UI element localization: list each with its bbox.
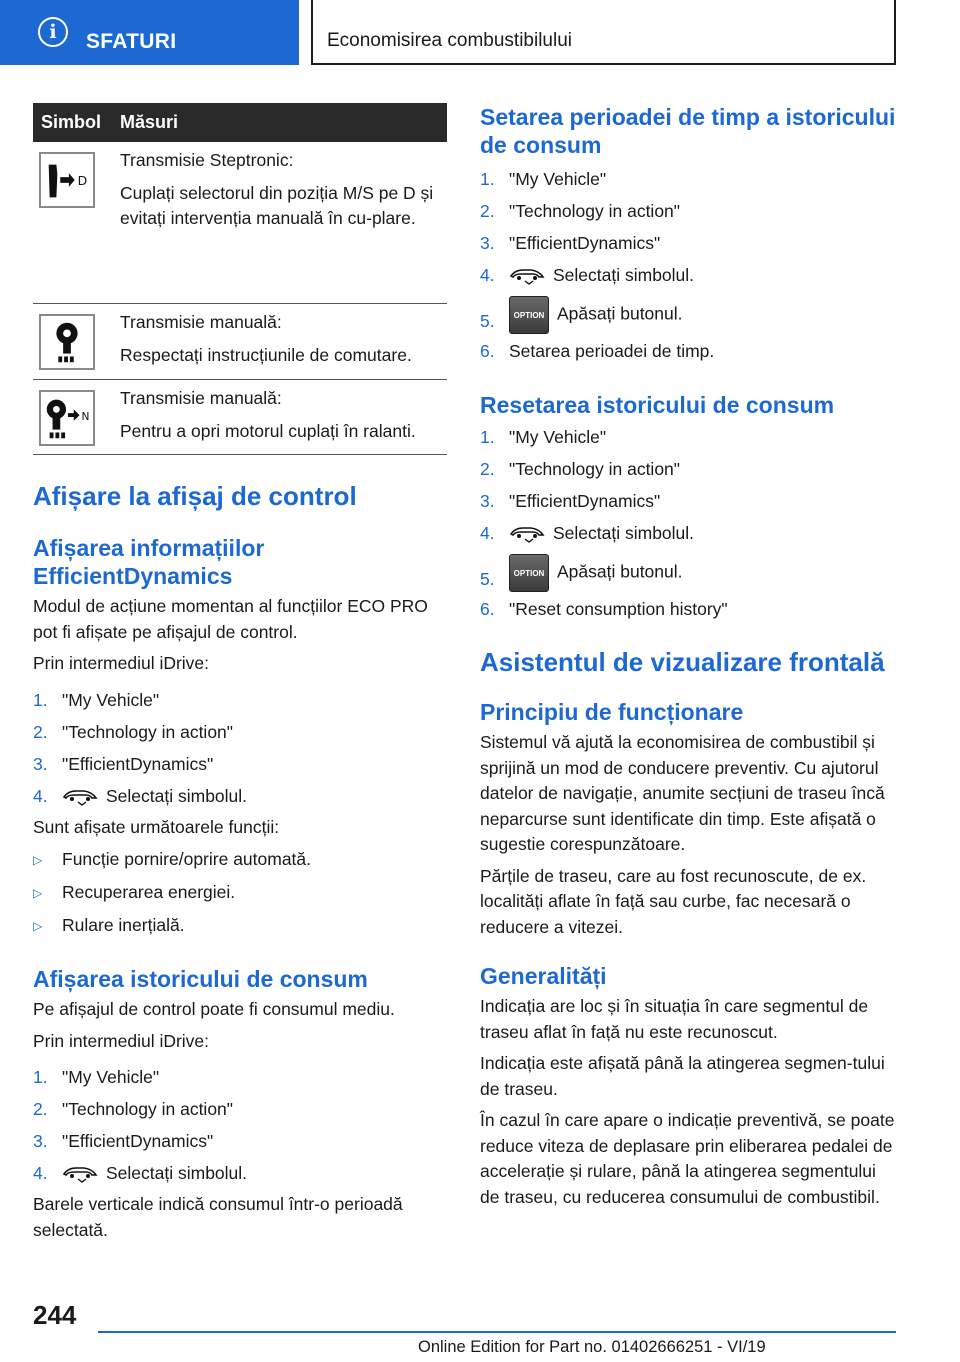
list-item: 4. Selectați simbolul. [33,785,248,806]
info-icon: i [38,17,68,47]
list-item: 1. "My Vehicle" [33,689,160,710]
paragraph: În cazul în care apare o indicație preventivă, se poate reduce viteza de deplasare prin eliberarea pedalei de accelerație și rulare, până la atingerea segmentului de traseu, cu reducerea consumului de combustibil. [480,1110,895,1207]
paragraph: Prin intermediul iDrive: [33,1030,210,1051]
section-title: SFATURI [86,30,177,53]
bullet-list [33,847,447,939]
list-item: 1. "My Vehicle" [480,427,607,447]
svg-text:D: D [77,172,88,188]
chapter-title: Economisirea combustibilului [327,30,572,51]
list-item: 1. "My Vehicle" [33,1067,160,1087]
paragraph: Prin intermediul iDrive: [33,653,210,673]
list-item: ▷ Rulare inerțială. [33,913,447,939]
list-item: 1. "My Vehicle" [480,169,607,189]
subsection-heading: Afișarea informațiilor EfficientDynamics [33,535,265,589]
manual-gear-icon [39,314,95,370]
table-cell-text: Pentru a opri motorul cuplați în ralanti. [120,421,416,441]
chapter-header [311,0,896,65]
paragraph: Indicația este afișată până la atingerea segmen-tului de traseu. [480,1053,885,1099]
list-item: ▷ Recuperarea energiei. [33,880,447,906]
list-item: 5. OPTION Apăsați butonul. [480,554,898,592]
table-row [33,304,447,380]
footer-divider [98,1331,896,1333]
subsection-heading: Setarea perioadei de timp a istoricului de consum [480,104,896,158]
list-item: 4. Selectați simbolul. [480,523,695,543]
paragraph: Sunt afișate următoarele funcții: [33,816,280,837]
table-cell-text: Cuplați selectorul din poziția M/S pe D și evitați intervenția manuală în cu-plare. [120,183,434,228]
table-row [33,142,447,304]
list-item: 3. "EfficientDynamics" [480,233,661,253]
list-item: 5. OPTION Apăsați butonul. [480,296,898,334]
table-header-symbol: Simbol [41,112,102,132]
car-symbol-icon [509,525,545,543]
svg-text:N: N [81,410,90,423]
section-header-tab [0,0,299,65]
paragraph: Barele verticale indică consumul într-o perioadă selectată. [33,1194,403,1240]
list-item: 4. Selectați simbolul. [33,1163,248,1183]
step-list [33,1065,447,1186]
paragraph: Pe afișajul de control poate fi consumul mediu. [33,999,395,1019]
table-cell-text: Transmisie manuală: [120,312,282,332]
option-button-icon: OPTION [509,296,549,334]
subsection-heading: Generalități [480,963,607,989]
car-symbol-icon [62,1165,98,1183]
page-number: 244 [33,1300,77,1330]
car-symbol-icon [62,788,98,806]
gear-selector-d-icon [39,152,95,208]
list-item: 2. "Technology in action" [480,201,681,221]
table-cell-text: Transmisie Steptronic: [120,150,294,170]
section-heading: Afișare la afișaj de control [33,481,357,511]
list-item: 3. "EfficientDynamics" [480,491,661,511]
table-header [33,103,447,142]
table-cell-text: Transmisie manuală: [120,388,282,408]
footer-edition: Online Edition for Part no. 01402666251 - VI/19 [418,1338,766,1356]
subsection-heading: Resetarea istoricului de consum [480,392,835,418]
list-item: 2. "Technology in action" [33,721,234,742]
list-item: ▷ Funcție pornire/oprire automată. [33,847,447,873]
subsection-heading: Afișarea istoricului de consum [33,966,368,992]
bullet-triangle-icon: ▷ [33,919,43,933]
manual-gear-n-icon [39,390,95,446]
table-cell-text: Respectați instrucțiunile de comutare. [120,345,412,365]
list-item: 3. "EfficientDynamics" [33,753,214,774]
list-item: 6. Setarea perioadei de timp. [480,341,715,361]
table-header-measures: Măsuri [120,112,179,132]
list-item: 2. "Technology in action" [33,1099,234,1119]
car-symbol-icon [509,267,545,285]
paragraph: Indicația are loc și în situația în care segmentul de traseu aflat în față nu este recunoscut. [480,996,869,1042]
measures-table [33,103,447,455]
step-list [480,425,898,622]
list-item: 3. "EfficientDynamics" [33,1131,214,1151]
paragraph: Sistemul vă ajută la economisirea de combustibil și sprijină un mod de conducere preventiv. Cu ajutorul datelor de navigație, anumite secțiuni de traseu încă neparcurse sunt identificate din timp. Este afișată o sugestie corespunzătoare. [480,732,885,854]
subsection-heading: Principiu de funcționare [480,699,744,725]
table-row [33,380,447,455]
bullet-triangle-icon: ▷ [33,853,43,867]
option-button-icon: OPTION [509,554,549,592]
step-list [480,167,898,364]
paragraph: Modul de acțiune momentan al funcțiilor ECO PRO pot fi afișate pe afișajul de control. [33,596,428,642]
right-column [480,103,898,1210]
list-item: 4. Selectați simbolul. [480,265,695,285]
left-column [33,103,447,1243]
section-heading: Asistentul de vizualizare frontală [480,647,885,677]
step-list [33,688,447,809]
list-item: 6. "Reset consumption history" [480,599,728,619]
bullet-triangle-icon: ▷ [33,886,43,900]
paragraph: Părțile de traseu, care au fost recunoscute, de ex. localități aflate în față sau curbe, fac necesară o reducere a vitezei. [480,865,867,937]
list-item: 2. "Technology in action" [480,459,681,479]
